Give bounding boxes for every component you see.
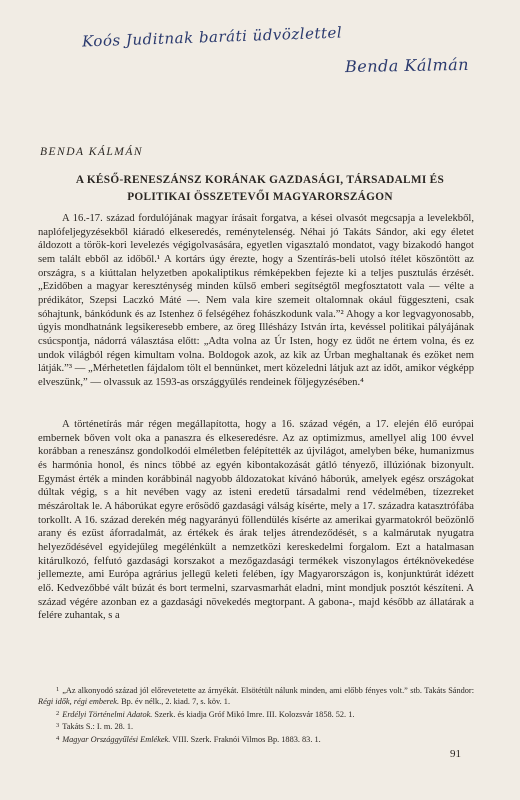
footnote-number: 2 (56, 709, 60, 717)
body-paragraph-1 (38, 212, 474, 390)
page-number: 91 (450, 748, 461, 760)
footnote-text: Erdélyi Történelmi Adatok. (62, 709, 153, 719)
footnote-4 (38, 733, 474, 745)
footnote-text: Bp. év nélk., 2. kiad. 7, s. köv. 1. (119, 697, 231, 707)
footnote-text: Takáts S.: I. m. 28. 1. (62, 722, 134, 732)
body-paragraph-2 (38, 418, 474, 623)
footnote-2 (38, 708, 474, 720)
title-line-1: A KÉSŐ-RENESZÁNSZ KORÁNAK GAZDASÁGI, TÁRSADALMI ÉS (75, 174, 445, 186)
footnote-text: „Az alkonyodó század jól előrevetetette az árnyékát. Elsötétült nálunk minden, ami előbb fényes volt.” stb. Takáts Sándor: (62, 686, 474, 695)
handwritten-dedication: Koós Juditnak baráti üdvözlettel (81, 23, 343, 51)
article-title (40, 172, 480, 206)
title-line-2: POLITIKAI ÖSSZETEVŐI MAGYARORSZÁGON (127, 191, 393, 203)
footnote-number: 3 (56, 722, 60, 730)
footnotes (38, 684, 474, 745)
footnote-text: Szerk. és kiadja Gróf Mikó Imre. III. Kolozsvár 1858. 52. 1. (152, 709, 355, 719)
footnote-text: Régi idők, régi emberek. (38, 697, 120, 707)
footnote-number: 1 (56, 686, 60, 693)
footnote-number: 4 (56, 734, 60, 742)
footnote-text: VIII. Szerk. Fraknói Vilmos Bp. 1883. 83. 1. (170, 734, 321, 744)
paragraph-text: A történetírás már régen megállapította, hogy a 16. század végén, a 17. elején élő európai embernek bőven volt oka a panaszra és elkeseredésre. Az az optimizmus, amellyel alig 100 évvel korábban a reneszánsz gondolkodói elméletben felépítették az újvilágot, amelyben béke, humanizmus és harmónia honol, és nincs többé az egyén kibontakozását gátló tényező, illúziónak bizonyult. Egymást érték a minden korábbinál nagyobb áldozatokat kívánó háborúk, amelyek egész országokat dúltak végig, s a hit nevében vagy az isteni eredetű társadalmi rend védelmében, tízezreket mészároltak le. A háborúkat egyre erősödő gazdasági válság kísérte, mely a 17. századra katasztrófába torkollt. A 16. század derekén még nagyarányú föllendülés kísérte az amerikai gyarmatokról beözönlő arany és ezüst áforradalmát, az értékek és árak teljes átrendeződését, s a kalmárutak nyugatra helyeződésével egyidejűleg megélénkült a nemzetközi kereskedelmi forgalom. Ezt a hatalmasan kitárulkozó, felfutó gazdasági korszakot a mezőgazdasági termékek viszonylagos értéknövekedése jellemezte, ami Európa agrárius jellegű keleti felében, így Magyarországon is, konjunktúrát idézett elő. Kedvezőbbé vált búzát és bort termelni, szarvasmarhát eladni, mint mondjuk posztót készíteni. A század végére azonban ez a gazdasági növekedés megtorpant. A gabona-, majd később az állatárak a felére zuhantak, s a (38, 419, 474, 622)
footnote-text: Magyar Országgyűlési Emlékek. (62, 734, 171, 744)
footnote-3 (38, 720, 474, 732)
author-name: BENDA KÁLMÁN (40, 146, 144, 158)
footnote-1 (38, 684, 474, 708)
handwritten-signature: Benda Kálmán (344, 54, 470, 77)
paragraph-text: A 16.-17. század fordulójának magyar írásait forgatva, a kései olvasót megcsapja a levelekből, naplófeljegyzésekből kiáradó elkeseredés, reménytelenség. Néhai jó Takáts Sándor, aki egy életet áldozott a török-kori levelezés végigolvasására, egyetlen vigasztaló mondatot, vagy bizakodó hangot sem talált ebből az időből.¹ A kortárs úgy érezte, hogy a Szentírás-beli utolsó ítélet köszöntött az országra, s a kiúttalan helyzetben apokaliptikus rémképekben fejezte ki a teljes pusztulás érzését. „Ezidőben a magyar kereszténység minden külső emberi segítségtől megfosztatott vala — vélte a prédikátor, Szepsi Laczkó Máté —. Nem vala kire szemeit oltalomnak okául függeszteni, csak sóhajtunk, bánkódunk és az Istenhez ő felségéhez fohászkodunk vala.”² Ahogy a kor legvagyonosabb, úgyis mondhatnánk legsikeresebb embere, az öreg Illésházy István írta, kevéssel politikai pályájának csúcspontja, nádorrá választása előtt: „Adta volna az Úr Isten, hogy ez üdőt ne értem volna, és ez undok világból régen kimultam volna. Boldogok azok, az kik az Úrban meghaltanak és ezöket nem látják.”³ — „Mérhetetlen fájdalom tölt el bennünket, mert közeledni látjuk azt az időt, amikor végképp elveszünk,” — olvassuk az 1593-as országgyűlés rendeinek följegyzésében.⁴ (38, 213, 474, 388)
